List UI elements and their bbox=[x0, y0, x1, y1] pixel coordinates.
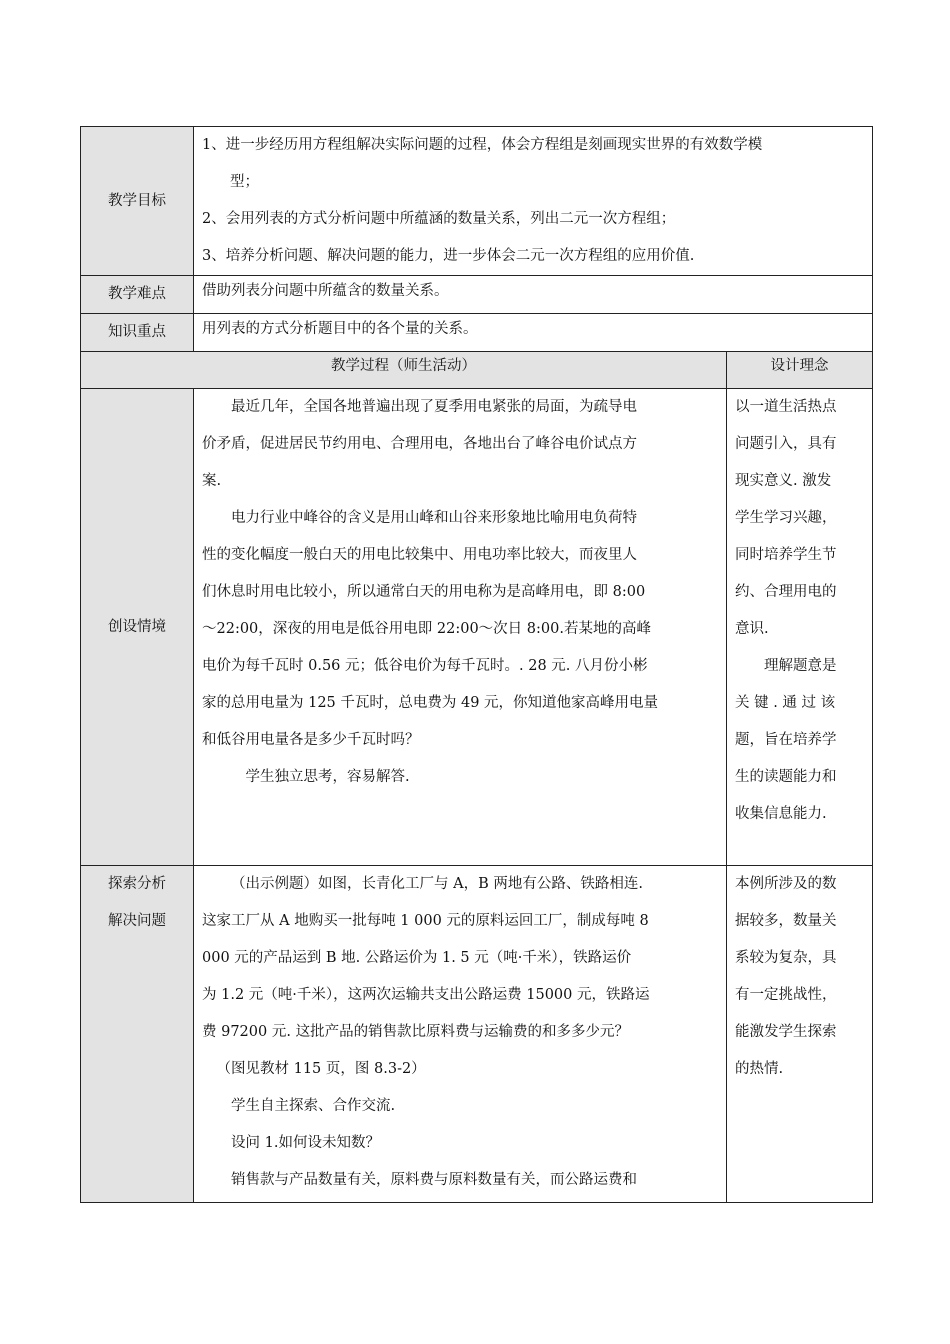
scenario-line-5: 性的变化幅度一般白天的用电比较集中、用电功率比较大，而夜里人 bbox=[202, 547, 637, 563]
scenario-note-10: 题，旨在培养学 bbox=[735, 732, 837, 748]
scenario-line-9: 家的总用电量为 125 千瓦时，总电费为 49 元，你知道他家高峰用电量 bbox=[202, 695, 659, 711]
explore-note-4: 有一定挑战性， bbox=[735, 987, 837, 1003]
scenario-line-3: 案. bbox=[202, 473, 222, 489]
explore-line-8: 设问 1.如何设未知数？ bbox=[231, 1135, 380, 1151]
row-teaching-difficulty bbox=[81, 276, 873, 314]
scenario-line-10: 和低谷用电量各是多少千瓦时吗？ bbox=[202, 732, 420, 748]
teaching-difficulty-content: 借助列表分问题中所蕴含的数量关系。 bbox=[194, 276, 873, 314]
row-teaching-goals bbox=[81, 127, 873, 276]
explore-note-6: 的热情. bbox=[735, 1061, 784, 1077]
scenario-note-11: 生的读题能力和 bbox=[735, 769, 837, 785]
scenario-line-2: 价矛盾，促进居民节约用电、合理用电，各地出台了峰谷电价试点方 bbox=[202, 436, 637, 452]
label-explore-line-2: 解决问题 bbox=[108, 913, 166, 929]
scenario-note-8: 理解题意是 bbox=[764, 658, 837, 674]
scenario-design-notes bbox=[727, 389, 873, 866]
label-scenario: 创设情境 bbox=[81, 389, 194, 866]
row-explore bbox=[81, 866, 873, 1203]
header-design-concept: 设计理念 bbox=[727, 352, 873, 389]
scenario-note-4: 学生学习兴趣， bbox=[735, 510, 837, 526]
scenario-line-1: 最近几年，全国各地普遍出现了夏季用电紧张的局面，为疏导电 bbox=[231, 399, 637, 415]
scenario-line-11: 学生独立思考，容易解答. bbox=[245, 769, 410, 785]
scenario-line-7: ～22:00，深夜的用电是低谷用电即 22:00～次日 8:00.若某地的高峰 bbox=[202, 621, 651, 637]
scenario-note-9: 关 键 . 通 过 该 bbox=[735, 695, 836, 711]
explore-line-4: 为 1.2 元（吨·千米），这两次运输共支出公路运费 15000 元，铁路运 bbox=[202, 987, 650, 1003]
goal-line-1: 1、进一步经历用方程组解决实际问题的过程，体会方程组是刻画现实世界的有效数学模 bbox=[202, 137, 763, 153]
scenario-note-2: 问题引入，具有 bbox=[735, 436, 837, 452]
explore-line-1: （出示例题）如图，长青化工厂与 A，B 两地有公路、铁路相连. bbox=[231, 876, 643, 892]
scenario-note-3: 现实意义. 激发 bbox=[735, 473, 832, 489]
lesson-plan-table bbox=[80, 126, 873, 1203]
explore-line-7: 学生自主探索、合作交流. bbox=[231, 1098, 396, 1114]
goal-line-4: 3、培养分析问题、解决问题的能力，进一步体会二元一次方程组的应用价值. bbox=[202, 248, 695, 264]
goal-line-3: 2、会用列表的方式分析问题中所蕴涵的数量关系，列出二元一次方程组； bbox=[202, 211, 676, 227]
explore-line-9: 销售款与产品数量有关，原料费与原料数量有关，而公路运费和 bbox=[231, 1172, 637, 1188]
label-teaching-difficulty: 教学难点 bbox=[81, 276, 194, 314]
teaching-goals-content bbox=[194, 127, 873, 276]
scenario-note-7: 意识. bbox=[735, 621, 769, 637]
label-explore-line-1: 探索分析 bbox=[108, 876, 166, 892]
goal-line-2: 型； bbox=[230, 174, 259, 190]
explore-note-2: 据较多，数量关 bbox=[735, 913, 837, 929]
explore-line-5: 费 97200 元. 这批产品的销售款比原料费与运输费的和多多少元？ bbox=[202, 1024, 630, 1040]
explore-note-1: 本例所涉及的数 bbox=[735, 876, 837, 892]
explore-design-notes bbox=[727, 866, 873, 1203]
explore-line-6: （图见教材 115 页，图 8.3-2） bbox=[216, 1061, 426, 1077]
scenario-content bbox=[194, 389, 727, 866]
label-teaching-goals: 教学目标 bbox=[81, 127, 194, 276]
scenario-note-5: 同时培养学生节 bbox=[735, 547, 837, 563]
explore-line-2: 这家工厂从 A 地购买一批每吨 1 000 元的原料运回工厂，制成每吨 8 bbox=[202, 913, 649, 929]
scenario-line-6: 们休息时用电比较小，所以通常白天的用电称为是高峰用电，即 8:00 bbox=[202, 584, 646, 600]
row-scenario bbox=[81, 389, 873, 866]
row-key-points bbox=[81, 314, 873, 352]
scenario-line-4: 电力行业中峰谷的含义是用山峰和山谷来形象地比喻用电负荷特 bbox=[231, 510, 637, 526]
explore-note-5: 能激发学生探索 bbox=[735, 1024, 837, 1040]
explore-line-3: 000 元的产品运到 B 地. 公路运价为 1. 5 元（吨·千米），铁路运价 bbox=[202, 950, 632, 966]
scenario-note-12: 收集信息能力. bbox=[735, 806, 827, 822]
header-teaching-process: 教学过程（师生活动） bbox=[81, 352, 727, 389]
scenario-note-1: 以一道生活热点 bbox=[735, 399, 837, 415]
explore-content bbox=[194, 866, 727, 1203]
lesson-plan-page bbox=[80, 126, 872, 1203]
key-points-content: 用列表的方式分析题目中的各个量的关系。 bbox=[194, 314, 873, 352]
label-key-points: 知识重点 bbox=[81, 314, 194, 352]
explore-note-3: 系较为复杂，具 bbox=[735, 950, 837, 966]
scenario-note-6: 约、合理用电的 bbox=[735, 584, 837, 600]
scenario-line-8: 电价为每千瓦时 0.56 元；低谷电价为每千瓦时。. 28 元. 八月份小彬 bbox=[202, 658, 648, 674]
label-explore bbox=[81, 866, 194, 1203]
row-section-header bbox=[81, 352, 873, 389]
